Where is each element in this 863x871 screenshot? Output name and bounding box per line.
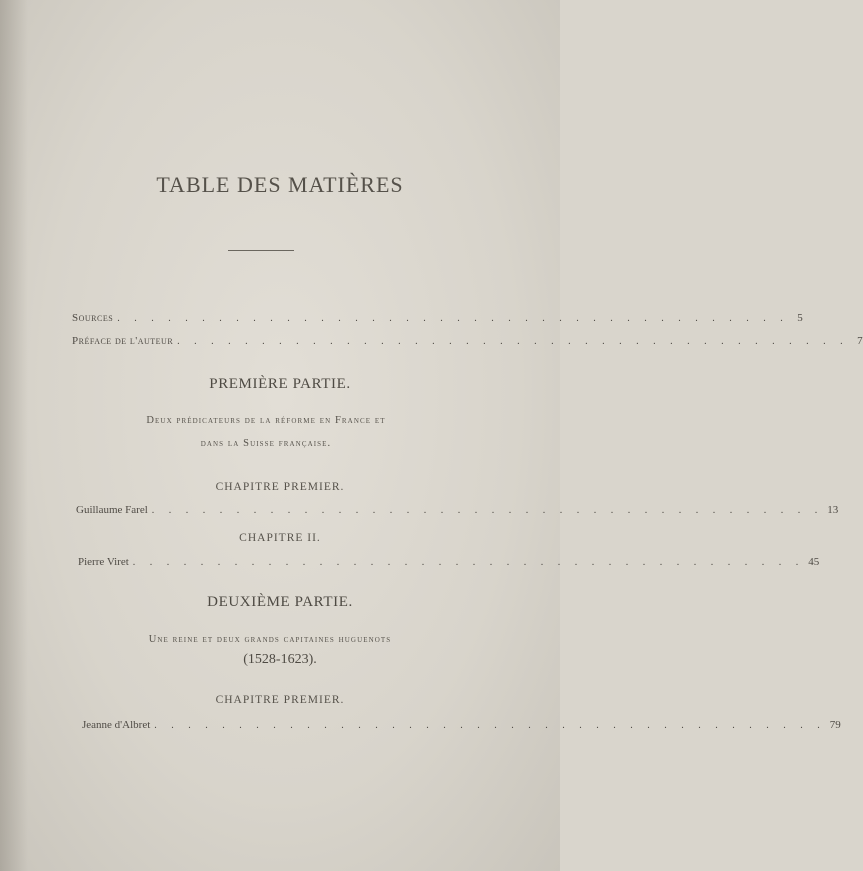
toc-entry-preface: [72, 335, 863, 347]
toc-entry-page: 45: [808, 556, 820, 568]
toc-entry-page: 79: [829, 719, 841, 731]
toc-entry-label: Pierre Viret: [78, 556, 129, 568]
toc-entry-page: 5: [797, 312, 803, 324]
part-heading: PREMIÈRE PARTIE.: [209, 376, 351, 392]
toc-entry-sources: [72, 312, 803, 324]
chapter-heading: CHAPITRE II.: [239, 532, 321, 544]
part-heading: DEUXIÈME PARTIE.: [207, 594, 353, 610]
toc-entry-chapter: [82, 719, 841, 731]
dot-leader: . . . . . . . . . . . . . . . . . . . . . . . . . . . . . . . . . . . . . . . .: [154, 720, 826, 731]
part-subtitle: Deux prédicateurs de la réforme en France et: [146, 415, 386, 426]
toc-entry-chapter: [78, 556, 820, 568]
chapter-heading: CHAPITRE PREMIER.: [215, 694, 345, 706]
part-subtitle: Une reine et deux grands capitaines huguenots: [148, 634, 392, 645]
dot-leader: . . . . . . . . . . . . . . . . . . . . . . . . . . . . . . . . . . . . . . . .: [117, 313, 789, 324]
dot-leader: . . . . . . . . . . . . . . . . . . . . . . . . . . . . . . . . . . . . . . . .: [177, 336, 849, 347]
dot-leader: . . . . . . . . . . . . . . . . . . . . . . . . . . . . . . . . . . . . . . . .: [151, 505, 824, 516]
toc-entry-page: 13: [827, 504, 839, 516]
toc-entry-label: Guillaume Farel: [76, 504, 148, 516]
toc-entry-chapter: [76, 504, 839, 516]
chapter-heading: CHAPITRE PREMIER.: [215, 481, 345, 493]
toc-entry-label: Préface de l'auteur: [72, 335, 174, 347]
toc-entry-label: Sources: [72, 312, 114, 324]
dot-leader: . . . . . . . . . . . . . . . . . . . . . . . . . . . . . . . . . . . . . . . .: [132, 557, 805, 568]
page-title: TABLE DES MATIÈRES: [156, 172, 404, 197]
toc-entry-label: Jeanne d'Albret: [82, 719, 151, 731]
toc-entry-page: 7: [857, 335, 863, 347]
title-rule: [228, 250, 294, 251]
part-dates: (1528-1623).: [243, 652, 317, 667]
part-subtitle: dans la Suisse française.: [200, 438, 332, 449]
